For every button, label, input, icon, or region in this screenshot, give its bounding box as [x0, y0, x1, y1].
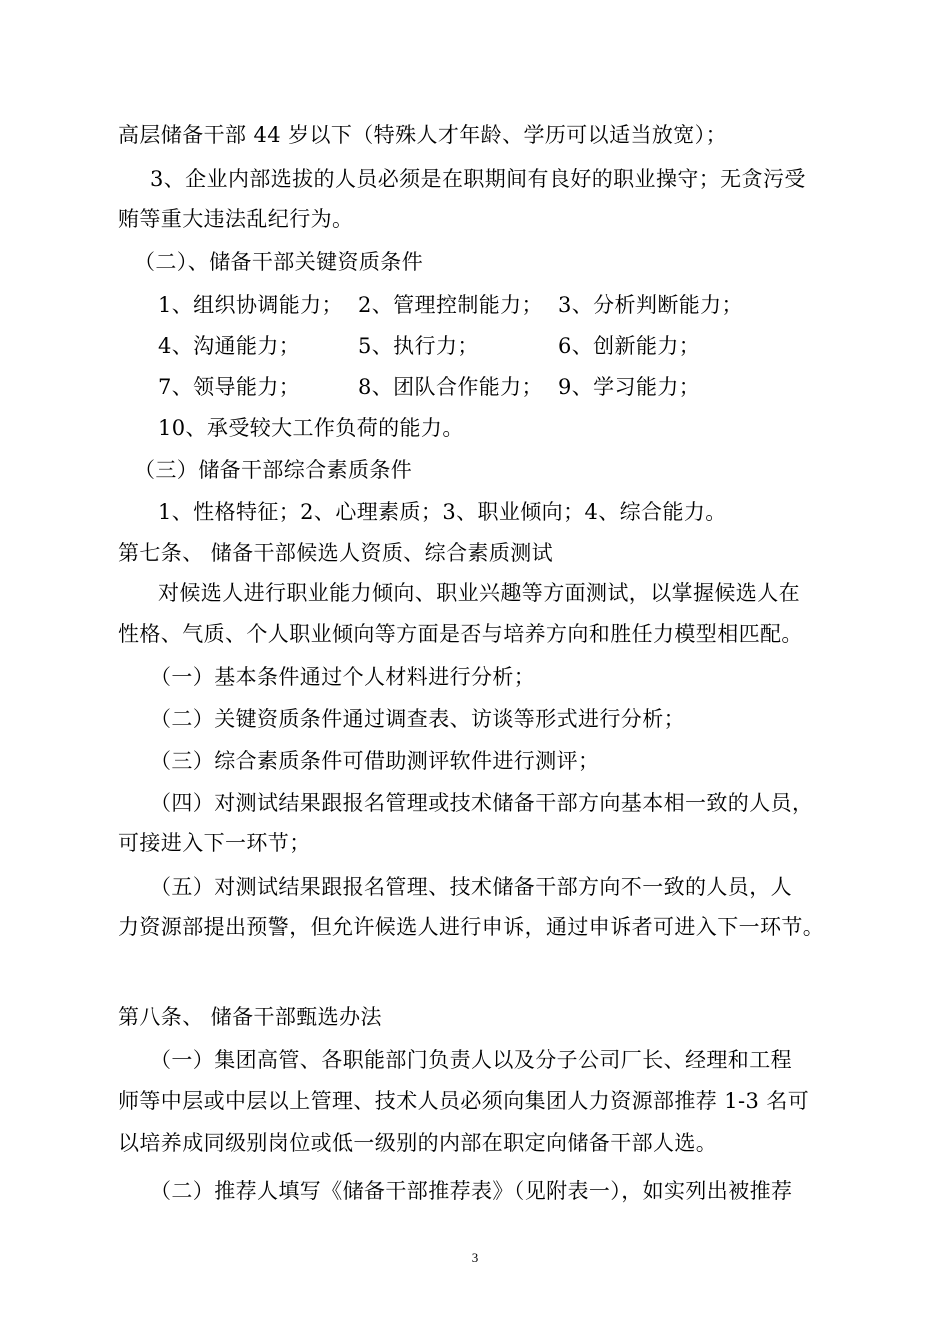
text-line: 力资源部提出预警，但允许候选人进行申诉，通过申诉者可进入下一环节。	[118, 915, 825, 939]
text-line: 可接进入下一环节；	[118, 831, 311, 855]
section-heading: （二）、储备干部关键资质条件	[134, 250, 424, 274]
text-line: 6、创新能力；	[558, 334, 701, 358]
text-line: 贿等重大违法乱纪行为。	[118, 207, 354, 231]
text-line: 对候选人进行职业能力倾向、职业兴趣等方面测试，以掌握候选人在	[158, 581, 800, 605]
text-line: 2、管理控制能力；	[358, 293, 543, 317]
text-line: 师等中层或中层以上管理、技术人员必须向集团人力资源部推荐 1-3 名可	[118, 1089, 810, 1113]
text-line: 9、学习能力；	[558, 375, 701, 399]
text-line: （三）综合素质条件可借助测评软件进行测评；	[150, 749, 600, 773]
text-line: 8、团队合作能力；	[358, 375, 543, 399]
text-line: 性格、气质、个人职业倾向等方面是否与培养方向和胜任力模型相匹配。	[118, 622, 803, 646]
text-line: （五）对测试结果跟报名管理、技术储备干部方向不一致的人员，人	[150, 875, 792, 899]
text-line: 3、分析判断能力；	[558, 293, 743, 317]
text-line: 3、企业内部选拔的人员必须是在职期间有良好的职业操守；无贪污受	[150, 167, 806, 191]
text-line: 7、领导能力；	[158, 375, 301, 399]
text-line: 1、性格特征；2、心理素质；3、职业倾向；4、综合能力。	[158, 500, 727, 524]
article-heading: 第八条、 储备干部甄选办法	[118, 1005, 382, 1029]
page-number: 3	[471, 1250, 479, 1265]
text-line: （一）基本条件通过个人材料进行分析；	[150, 665, 536, 689]
text-line: 4、沟通能力；	[158, 334, 301, 358]
text-line: （二）推荐人填写《储备干部推荐表》（见附表一），如实列出被推荐	[150, 1179, 793, 1203]
text-line: 10、承受较大工作负荷的能力。	[158, 416, 464, 440]
text-line: （二）关键资质条件通过调查表、访谈等形式进行分析；	[150, 707, 685, 731]
text-line: （四）对测试结果跟报名管理或技术储备干部方向基本相一致的人员，	[150, 791, 814, 815]
text-line: 高层储备干部 44 岁以下（特殊人才年龄、学历可以适当放宽）；	[118, 123, 727, 147]
text-line: 1、组织协调能力；	[158, 293, 343, 317]
text-line: （一）集团高管、各职能部门负责人以及分子公司厂长、经理和工程	[150, 1048, 792, 1072]
text-line: 5、执行力；	[358, 334, 479, 358]
article-heading: 第七条、 储备干部候选人资质、综合素质测试	[118, 541, 554, 565]
section-heading: （三）储备干部综合素质条件	[134, 458, 413, 482]
text-line: 以培养成同级别岗位或低一级别的内部在职定向储备干部人选。	[118, 1131, 718, 1155]
